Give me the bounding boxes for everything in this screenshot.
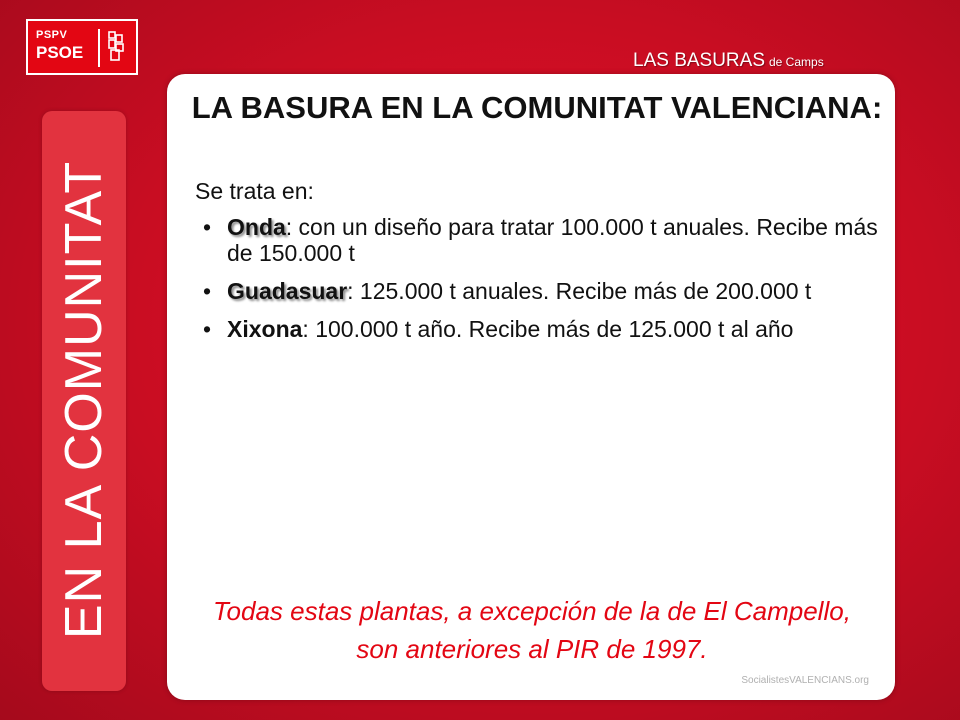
- slide-content-card: [167, 74, 895, 700]
- logo-pspv-text: PSPV: [36, 29, 68, 41]
- list-item-onda: [191, 214, 881, 266]
- plant-details: : con un diseño para tratar 100.000 t anuales. Recibe más de 150.000 t: [227, 214, 878, 266]
- header-tag-main: LAS BASURAS: [633, 50, 765, 71]
- list-item-guadasuar: [191, 278, 881, 304]
- plant-name: Xixona: [227, 316, 303, 342]
- side-label: EN LA COMUNITAT: [55, 160, 113, 640]
- plant-details: : 100.000 t año. Recibe más de 125.000 t al año: [302, 316, 794, 342]
- bullet-icon: •: [203, 278, 212, 304]
- rose-fist-icon: [98, 29, 128, 67]
- footnote: Todas estas plantas, a excepción de la de El Campello, son anteriores al PIR de 1997.: [213, 596, 851, 664]
- list-item-xixona: [191, 316, 881, 342]
- slide-title: LA BASURA EN LA COMUNITAT VALENCIANA:: [191, 90, 883, 125]
- psoe-logo: [26, 19, 138, 75]
- plant-name: Onda: [227, 214, 286, 240]
- bullet-icon: •: [203, 316, 212, 342]
- logo-psoe-text: PSOE: [36, 43, 84, 62]
- plant-details: : 125.000 t anuales. Recibe más de 200.000 t: [347, 278, 812, 304]
- header-tag-small: de Camps: [769, 55, 824, 69]
- plant-name: Guadasuar: [227, 278, 348, 304]
- bullet-icon: •: [203, 214, 212, 240]
- watermark: SocialistesVALENCIANS.org: [741, 675, 869, 686]
- header-tag: [633, 50, 824, 72]
- slide-intro: Se trata en:: [195, 178, 314, 204]
- plant-list: [191, 214, 881, 354]
